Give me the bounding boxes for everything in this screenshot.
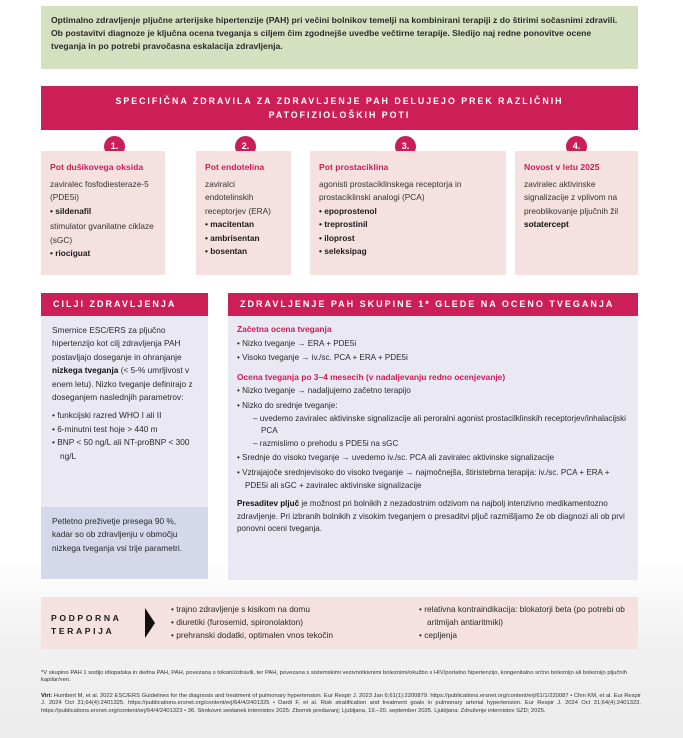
risk-item: • Vztrajajoče srednjevisoko do visoko tveganje → najmočnejša, štiristebrna terapija: iv./sc. PCA + ERA + PDE5i ali sGC + zaviralec aktivinske signalizacije xyxy=(237,467,630,492)
survival-note: Petletno preživetje presega 90 %, kadar so ob zdravljenju v območju nizkega tveganja vsi trije parametri. xyxy=(41,507,208,579)
references: Viri: Humbert M, et al. 2022 ESC/ERS Guidelines for the diagnosis and treatment of pulmonary hypertension. Eur Respir J. 2023 Jan 6;61(1):2200879. https://publications.ersnet.org/content/erj/61/1/220087 • Chin KM, et al. Eur Respir J. 2024 Oct 31;64(4):2401325. https://publications.ersnet.org/content/erj/64/4/2401325 • Dardi F, et al. Risk stratification and treatment goals in pulmonary arterial hypertension. Eur Respir J. 2024 Oct 31;64(4):2401323. https://publications.ersnet.org/content/erj/64/4/2401323 • 36. Strokovni sestanek internistov 2025: Zbornik predavanj; Ljubljana, 19.–20. september 2025. Ljubljana: Združenje internistov SZD; 2025. xyxy=(41,693,641,714)
drug-item: • sildenafil xyxy=(50,205,157,219)
risk-heading: ZDRAVLJENJE PAH SKUPINE 1* GLEDE NA OCENO TVEGANJA xyxy=(228,293,638,316)
banner-line-2: PATOFIZIOLOŠKIH POTI xyxy=(268,110,411,120)
supportive-item: • diuretiki (furosemid, spironolakton) xyxy=(171,616,401,629)
followup-assessment-title: Ocena tveganja po 3–4 mesecih (v nadaljevanju redno ocenjevanje) xyxy=(237,371,506,382)
risk-item: • Nizko tveganje → nadaljujemo začetno terapijo xyxy=(237,385,630,398)
drug-item: • ambrisentan xyxy=(205,232,283,246)
drug-item: sotatercept xyxy=(524,219,569,229)
goals-panel xyxy=(41,316,208,507)
transplant-text: Presaditev pljuč je možnost pri bolnikih z nezadostnim odzivom na najbolj intenzivno medikamentozno zdravljenje. Pri izbranih bolnikih z visokim tveganjem o presaditvi pljuč razmišljamo že ob diagnozi ali ob prvi ponovni oceni tveganja. xyxy=(237,499,625,534)
intro-summary: Optimalno zdravljenje pljučne arterijske hipertenzije (PAH) pri večini bolnikov temelji na kombinirani terapiji z do štirimi sočasnimi zdravili. Ob postavitvi diagnoze je ključna ocena tveganja s ciljem čim zgodnejše uvedbe večtirne terapije. Sledijo naj redne ponovitve ocene tveganja in po potrebi pravočasna eskalacija zdravljenja. xyxy=(41,6,638,69)
drug-item: • bosentan xyxy=(205,245,283,259)
risk-item: • Visoko tveganje → iv./sc. PCA + ERA + PDE5i xyxy=(237,352,630,365)
goal-param: • BNP < 50 ng/L ali NT-proBNP < 300 ng/L xyxy=(52,436,199,463)
supportive-item: • relativna kontraindikacija: blokatorji beta (po potrebi ob aritmijah antiaritmiki) xyxy=(419,603,634,629)
path-number-badge-1: 1. xyxy=(104,136,125,157)
footnote: *V skupino PAH 1 sodijo idiopatska in dedna PAH, PAH, povezana s toksini/zdravili, ter PAH, povezana s sistemskimi vezivnotkivnimi boleznimi/okužbo s HIV/portalno hipertenzijo, kongenitalno srčno boleznijo ali boleznijo pljučnih kapilar/ven. xyxy=(41,670,627,683)
risk-item: • Nizko do srednje tveganje: – uvedemo zaviralec aktivinske signalizacije ali peroralni agonist prostacilklinskih receptorjev/inhalacijski PCA – razmislimo o prehodu s PDE5i na sGC xyxy=(237,400,630,450)
path-card-new-2025 xyxy=(515,151,638,275)
drug-item: • iloprost xyxy=(319,232,498,246)
supportive-list-2 xyxy=(419,603,634,642)
risk-item: • Srednje do visoko tveganje → uvedemo iv./sc. PCA ali zaviralec aktivinske signalizacije xyxy=(237,452,630,465)
drug-item: • seleksipag xyxy=(319,245,498,259)
drug-class: agonisti prostaciklinskega receptorja in prostaciklinski analogi (PCA) xyxy=(319,178,462,202)
path-title: Pot endotelina xyxy=(205,162,265,172)
risk-panel xyxy=(228,316,638,580)
drug-item: • epoprostenol xyxy=(319,205,498,219)
path-card-prostacyclin xyxy=(310,151,506,275)
path-number-badge-4: 4. xyxy=(566,136,587,157)
drug-class: zaviralec aktivinske signalizacije z vplivom na preoblikovanje pljučnih žil xyxy=(524,178,619,216)
drug-item: • treprostinil xyxy=(319,218,498,232)
risk-subitem: – razmislimo o prehodu s PDE5i na sGC xyxy=(245,438,630,451)
transplant-emphasis: Presaditev pljuč xyxy=(237,499,300,509)
banner-line-1: SPECIFIČNA ZDRAVILA ZA ZDRAVLJENJE PAH DELUJEJO PREK RAZLIČNIH xyxy=(115,96,564,106)
references-label: Viri: xyxy=(41,693,53,699)
drug-class: zaviralec fosfodiesteraze-5 (PDE5i) xyxy=(50,178,149,202)
drug-item: • macitentan xyxy=(205,218,283,232)
drug-class: zaviralci endotelinskih receptorjev (ERA) xyxy=(205,178,271,216)
goal-param: • funkcijski razred WHO I ali II xyxy=(52,409,199,422)
path-card-nitric-oxide xyxy=(41,151,165,275)
path-number-badge-3: 3. xyxy=(395,136,416,157)
path-title: Novost v letu 2025 xyxy=(524,162,600,172)
arrow-right-icon xyxy=(145,608,155,638)
supportive-item: • cepljenja xyxy=(419,629,634,642)
risk-item: • Nizko tveganje → ERA + PDE5i xyxy=(237,338,630,351)
supportive-item: • trajno zdravljenje s kisikom na domu xyxy=(171,603,401,616)
risk-subitem: – uvedemo zaviralec aktivinske signalizacije ali peroralni agonist prostacilklinskih receptorjev/inhalacijski PCA xyxy=(245,413,630,438)
supportive-item: • prehranski dodatki, optimalen vnos tekočin xyxy=(171,629,401,642)
path-title: Pot prostaciklina xyxy=(319,162,389,172)
initial-assessment-title: Začetna ocena tveganja xyxy=(237,324,332,334)
goal-param: • 6-minutni test hoje > 440 m xyxy=(52,423,199,436)
drugs-banner xyxy=(41,86,638,130)
path-number-badge-2: 2. xyxy=(235,136,256,157)
supportive-therapy-panel xyxy=(41,597,638,649)
supportive-list-1 xyxy=(171,603,401,642)
drug-class: stimulator gvanilatne ciklaze (sGC) xyxy=(50,221,154,245)
drug-item: • riociguat xyxy=(50,247,157,261)
supportive-therapy-label: PODPORNA TERAPIJA xyxy=(51,613,122,636)
path-card-endothelin xyxy=(196,151,291,275)
goals-heading: CILJI ZDRAVLJENJA xyxy=(41,293,208,316)
goals-text: Smernice ESC/ERS za pljučno hipertenzijo kot cilj zdravljenja PAH postavljajo doseganje in ohranjanje nizkega tveganja (< 5-% umrljivost v enem letu). Nizko tveganje definirajo z doseganjem naslednjih parametrov: xyxy=(52,325,193,403)
goals-text-emphasis: nizkega tveganja xyxy=(52,365,119,376)
path-title: Pot dušikovega oksida xyxy=(50,162,144,172)
